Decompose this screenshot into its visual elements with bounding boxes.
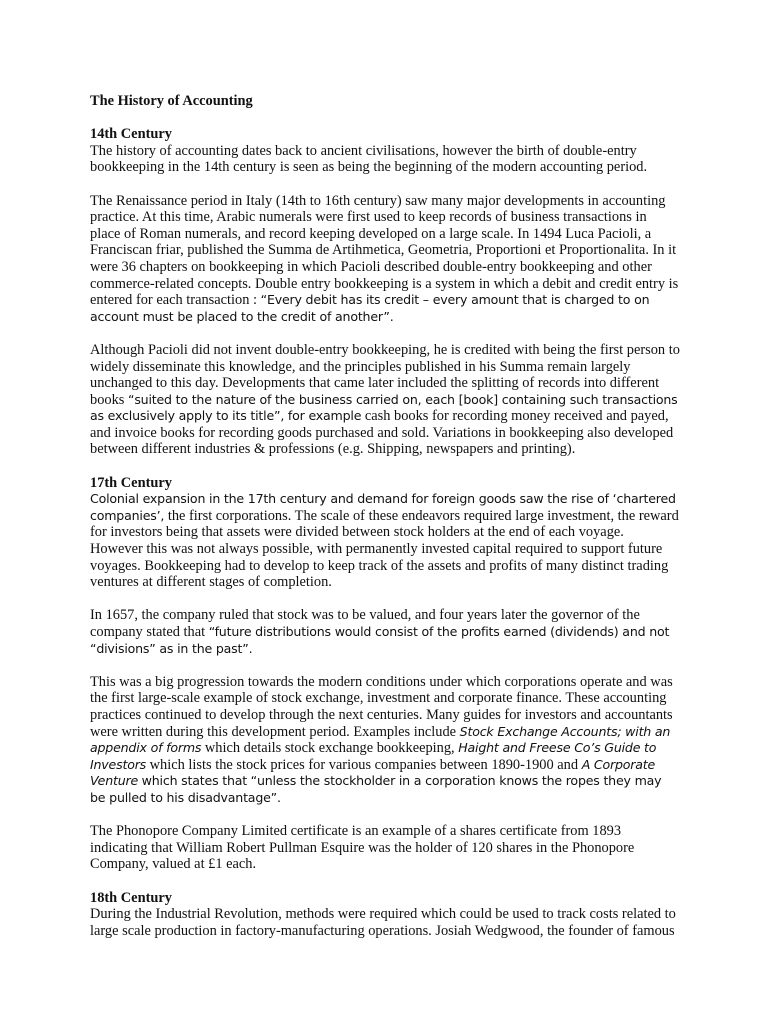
heading-18th-century: 18th Century bbox=[90, 889, 172, 906]
quote-books: “suited to the nature of the business carried on, each [book] containing such transactions as exclusively apply to its title”, for example bbox=[90, 391, 678, 424]
text-renaissance: The Renaissance period in Italy (14th to 16th century) saw many major developments in accounting practice. At this time, Arabic numerals were first used to keep records of business transactions in place of Roman numerals, and record keeping developed on a large scale. In 1494 Luca Pacioli, a Franciscan friar, published the Summa de Artihmetica, Geometria, Proportioni et Proportionalita. In it were 36 chapters on bookkeeping in which Pacioli described double-entry bookkeeping and other commerce-related concepts. Double entry bookkeeping is a system in which a debit and credit entry is entered for each transaction : bbox=[90, 192, 679, 309]
text-industrial: During the Industrial Revolution, methods were required which could be used to track costs related to large scale production in factory-manufacturing operations. Josiah Wedgwood, the founder of famous bbox=[90, 906, 676, 939]
paragraph-renaissance bbox=[90, 193, 680, 326]
text-colonial-b: the first corporations. The scale of these endeavors required large investment, the reward for investors being that assets were divided between stock holders at the end of each voyage. However this was not always possible, with permanently invested capital required to support future voyages. Bookkeeping had to develop to keep track of the assets and profits of many distinct trading ventures at different stages of completion. bbox=[90, 507, 679, 591]
heading-17th-century: 17th Century bbox=[90, 474, 172, 491]
text-phonopore: The Phonopore Company Limited certificate is an example of a shares certificate from 1893 indicating that William Robert Pullman Esquire was the holder of 120 shares in the Phonopore Company, valued at £1 each. bbox=[90, 823, 635, 873]
text-progression-a: This was a big progression towards the modern conditions under which corporations operate and was the first large-scale example of stock exchange, investment and corporate finance. These accounting practices continued to develop through the next centuries. Many guides for investors and accountants were written during this development period. Examples include bbox=[90, 673, 673, 740]
title-corporate-venture: A Corporate Venture bbox=[90, 756, 656, 789]
paragraph-progression bbox=[90, 674, 680, 807]
document-page bbox=[90, 93, 680, 956]
paragraph-pacioli bbox=[90, 342, 680, 458]
text-progression-b: which details stock exchange bookkeeping, bbox=[204, 740, 455, 757]
text-progression-d: which states that bbox=[141, 773, 248, 789]
text-1657-a: In 1657, the company ruled that stock was to be valued, and four years later the governor of the company stated that bbox=[90, 607, 640, 640]
paragraph-industrial bbox=[90, 906, 680, 939]
heading-14th-century: 14th Century bbox=[90, 126, 172, 143]
text-pacioli-a: Although Pacioli did not invent double-entry bookkeeping, he is credited with being the first person to widely disseminate this knowledge, and the principles published in his Summa remain largely unchanged to this day. Developments that came later included the splitting of records into different books bbox=[90, 341, 680, 408]
title-haight-freese: Haight and Freese Co’s Guide to Investors bbox=[90, 740, 657, 772]
title-stock-exchange-accounts: Stock Exchange Accounts; with an appendix of forms bbox=[90, 723, 671, 756]
text-pacioli-c: cash books for recording money received and payed, and invoice books for recording goods purchased and sold. Variations in bookkeeping also developed between different industries & professions (e.g. Shipping, newspapers and printing). bbox=[90, 408, 674, 458]
document-title: The History of Accounting bbox=[90, 93, 253, 109]
text-colonial-a: Colonial expansion in the 17th century and demand for foreign goods saw the rise of ‘chartered companies’, bbox=[90, 491, 676, 523]
paragraph-1657 bbox=[90, 607, 680, 657]
quote-debit-credit: “Every debit has its credit – every amount that is charged to on account must be placed to the credit of another”. bbox=[90, 292, 650, 324]
paragraph-phonopore bbox=[90, 823, 680, 873]
text-progression-c: which lists the stock prices for various companies between 1890-1900 and bbox=[149, 756, 579, 773]
quote-dividends: “future distributions would consist of the profits earned (dividends) and not “divisions” as in the past”. bbox=[90, 624, 670, 656]
paragraph-14th-intro bbox=[90, 143, 680, 176]
paragraph-colonial bbox=[90, 491, 680, 591]
text-14th-intro: The history of accounting dates back to ancient civilisations, however the birth of double-entry bookkeeping in the 14th century is seen as being the beginning of the modern accounting period. bbox=[90, 142, 648, 176]
quote-stockholder: “unless the stockholder in a corporation knows the ropes they may be pulled to his disadvantage”. bbox=[90, 773, 662, 805]
